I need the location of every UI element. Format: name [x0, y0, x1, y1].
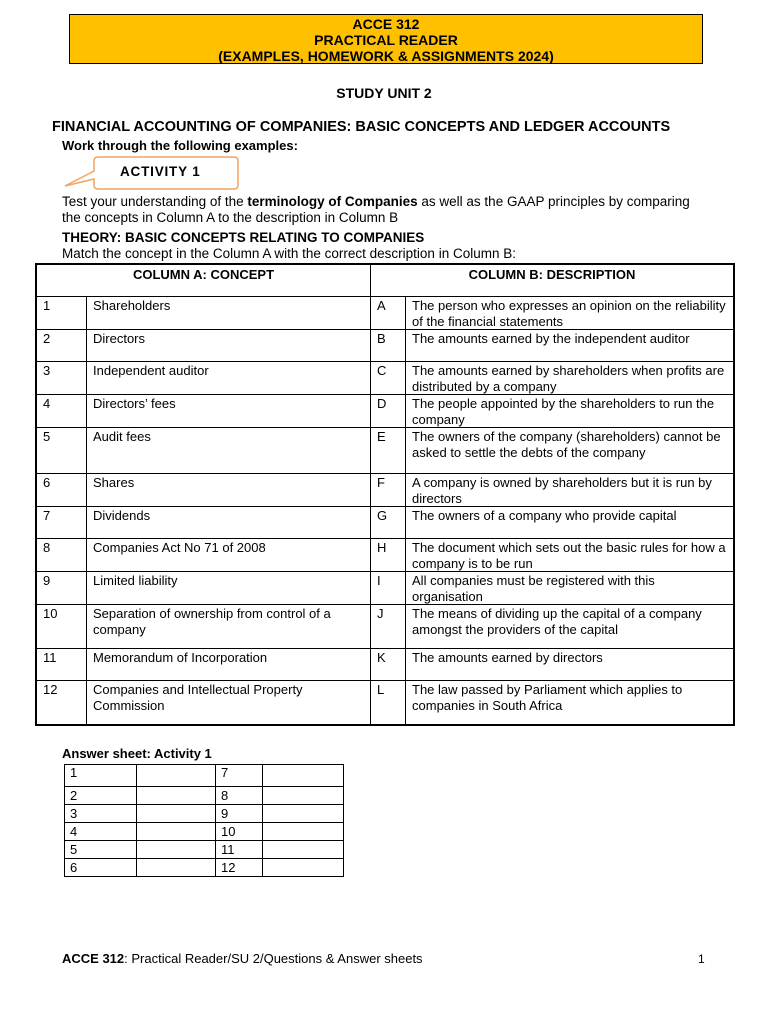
- table-row: [37, 297, 734, 330]
- question-number: 10: [216, 823, 263, 841]
- concept-text: Limited liability: [87, 572, 371, 605]
- question-number: 2: [65, 787, 137, 805]
- description-text: The document which sets out the basic rules for how a company is to be run: [406, 539, 734, 572]
- answer-cell[interactable]: [263, 765, 344, 787]
- answer-row: [65, 805, 344, 823]
- question-number: 5: [65, 841, 137, 859]
- table-row: [37, 395, 734, 428]
- reader-subtitle: (EXAMPLES, HOMEWORK & ASSIGNMENTS 2024): [218, 48, 554, 64]
- question-number: 6: [65, 859, 137, 877]
- table-row: [37, 572, 734, 605]
- answer-row: [65, 765, 344, 787]
- description-letter: A: [371, 297, 406, 330]
- description-letter: C: [371, 362, 406, 395]
- question-number: 9: [216, 805, 263, 823]
- table-row: [37, 649, 734, 681]
- answer-cell[interactable]: [137, 765, 216, 787]
- answer-cell[interactable]: [263, 841, 344, 859]
- concept-number: 7: [37, 507, 87, 539]
- page-number: 1: [698, 952, 705, 966]
- table-row: [37, 362, 734, 395]
- table-row: [37, 507, 734, 539]
- table-row: [37, 474, 734, 507]
- section-heading: FINANCIAL ACCOUNTING OF COMPANIES: BASIC CONCEPTS AND LEDGER ACCOUNTS: [52, 119, 671, 135]
- answer-cell[interactable]: [263, 859, 344, 877]
- answer-cell[interactable]: [137, 805, 216, 823]
- answer-cell[interactable]: [263, 823, 344, 841]
- concept-text: Directors’ fees: [87, 395, 371, 428]
- table-row: [37, 605, 734, 649]
- description-text: A company is owned by shareholders but it is run by directors: [406, 474, 734, 507]
- answer-row: [65, 841, 344, 859]
- theory-heading: THEORY: BASIC CONCEPTS RELATING TO COMPANIES: [62, 230, 425, 245]
- concept-text: Memorandum of Incorporation: [87, 649, 371, 681]
- concept-number: 2: [37, 330, 87, 362]
- concept-text: Companies Act No 71 of 2008: [87, 539, 371, 572]
- question-number: 8: [216, 787, 263, 805]
- activity-label: ACTIVITY 1: [120, 164, 201, 179]
- reader-title: PRACTICAL READER: [314, 32, 458, 48]
- intro-text-end: as well as the GAAP principles by comparing the concepts in Column A to the description in Column B: [62, 194, 690, 225]
- table-row: [37, 428, 734, 474]
- concept-text: Companies and Intellectual Property Commission: [87, 681, 371, 725]
- concept-text: Independent auditor: [87, 362, 371, 395]
- answer-sheet-table: [64, 764, 344, 877]
- description-letter: K: [371, 649, 406, 681]
- footer-text: : Practical Reader/SU 2/Questions & Answer sheets: [124, 951, 423, 966]
- table-row: [37, 330, 734, 362]
- answer-cell[interactable]: [263, 805, 344, 823]
- table-header-row: [37, 265, 734, 297]
- concept-text: Audit fees: [87, 428, 371, 474]
- description-text: The amounts earned by shareholders when profits are distributed by a company: [406, 362, 734, 395]
- description-text: The amounts earned by the independent auditor: [406, 330, 734, 362]
- description-text: All companies must be registered with this organisation: [406, 572, 734, 605]
- concept-number: 10: [37, 605, 87, 649]
- answer-sheet-title: Answer sheet: Activity 1: [62, 746, 212, 761]
- concept-number: 4: [37, 395, 87, 428]
- concept-number: 9: [37, 572, 87, 605]
- concept-text: Directors: [87, 330, 371, 362]
- column-b-header: COLUMN B: DESCRIPTION: [371, 265, 734, 297]
- description-letter: I: [371, 572, 406, 605]
- question-number: 11: [216, 841, 263, 859]
- concept-number: 6: [37, 474, 87, 507]
- concept-text: Shareholders: [87, 297, 371, 330]
- concept-number: 1: [37, 297, 87, 330]
- concept-number: 8: [37, 539, 87, 572]
- question-number: 7: [216, 765, 263, 787]
- study-unit-title: STUDY UNIT 2: [336, 85, 432, 101]
- answer-row: [65, 787, 344, 805]
- concept-text: Dividends: [87, 507, 371, 539]
- description-text: The person who expresses an opinion on the reliability of the financial statements: [406, 297, 734, 330]
- table-row: [37, 539, 734, 572]
- answer-cell[interactable]: [137, 823, 216, 841]
- concept-number: 3: [37, 362, 87, 395]
- column-a-header: COLUMN A: CONCEPT: [37, 265, 371, 297]
- document-header: [69, 14, 703, 64]
- description-text: The owners of a company who provide capital: [406, 507, 734, 539]
- concept-text: Shares: [87, 474, 371, 507]
- intro-text-start: Test your understanding of the: [62, 194, 248, 209]
- answer-cell[interactable]: [137, 841, 216, 859]
- page-footer: [62, 951, 423, 966]
- table-row: [37, 681, 734, 725]
- description-text: The law passed by Parliament which applies to companies in South Africa: [406, 681, 734, 725]
- question-number: 3: [65, 805, 137, 823]
- description-letter: B: [371, 330, 406, 362]
- concept-number: 12: [37, 681, 87, 725]
- description-text: The owners of the company (shareholders) cannot be asked to settle the debts of the company: [406, 428, 734, 474]
- description-letter: J: [371, 605, 406, 649]
- match-instruction: Match the concept in the Column A with the correct description in Column B:: [62, 246, 516, 261]
- question-number: 12: [216, 859, 263, 877]
- concept-matching-table: [36, 264, 734, 725]
- intro-paragraph: [62, 194, 702, 226]
- description-letter: F: [371, 474, 406, 507]
- description-letter: G: [371, 507, 406, 539]
- question-number: 4: [65, 823, 137, 841]
- description-letter: D: [371, 395, 406, 428]
- description-text: The amounts earned by directors: [406, 649, 734, 681]
- footer-course-code: ACCE 312: [62, 951, 125, 966]
- answer-cell[interactable]: [263, 787, 344, 805]
- concept-text: Separation of ownership from control of a company: [87, 605, 371, 649]
- question-number: 1: [65, 765, 137, 787]
- description-letter: L: [371, 681, 406, 725]
- concept-number: 5: [37, 428, 87, 474]
- description-text: The means of dividing up the capital of a company amongst the providers of the capital: [406, 605, 734, 649]
- course-code: ACCE 312: [352, 16, 420, 32]
- answer-row: [65, 823, 344, 841]
- description-letter: H: [371, 539, 406, 572]
- work-through-instruction: Work through the following examples:: [62, 138, 298, 153]
- answer-cell[interactable]: [137, 787, 216, 805]
- concept-number: 11: [37, 649, 87, 681]
- answer-cell[interactable]: [137, 859, 216, 877]
- answer-row: [65, 859, 344, 877]
- description-letter: E: [371, 428, 406, 474]
- description-text: The people appointed by the shareholders to run the company: [406, 395, 734, 428]
- intro-bold-term: terminology of Companies: [247, 194, 418, 209]
